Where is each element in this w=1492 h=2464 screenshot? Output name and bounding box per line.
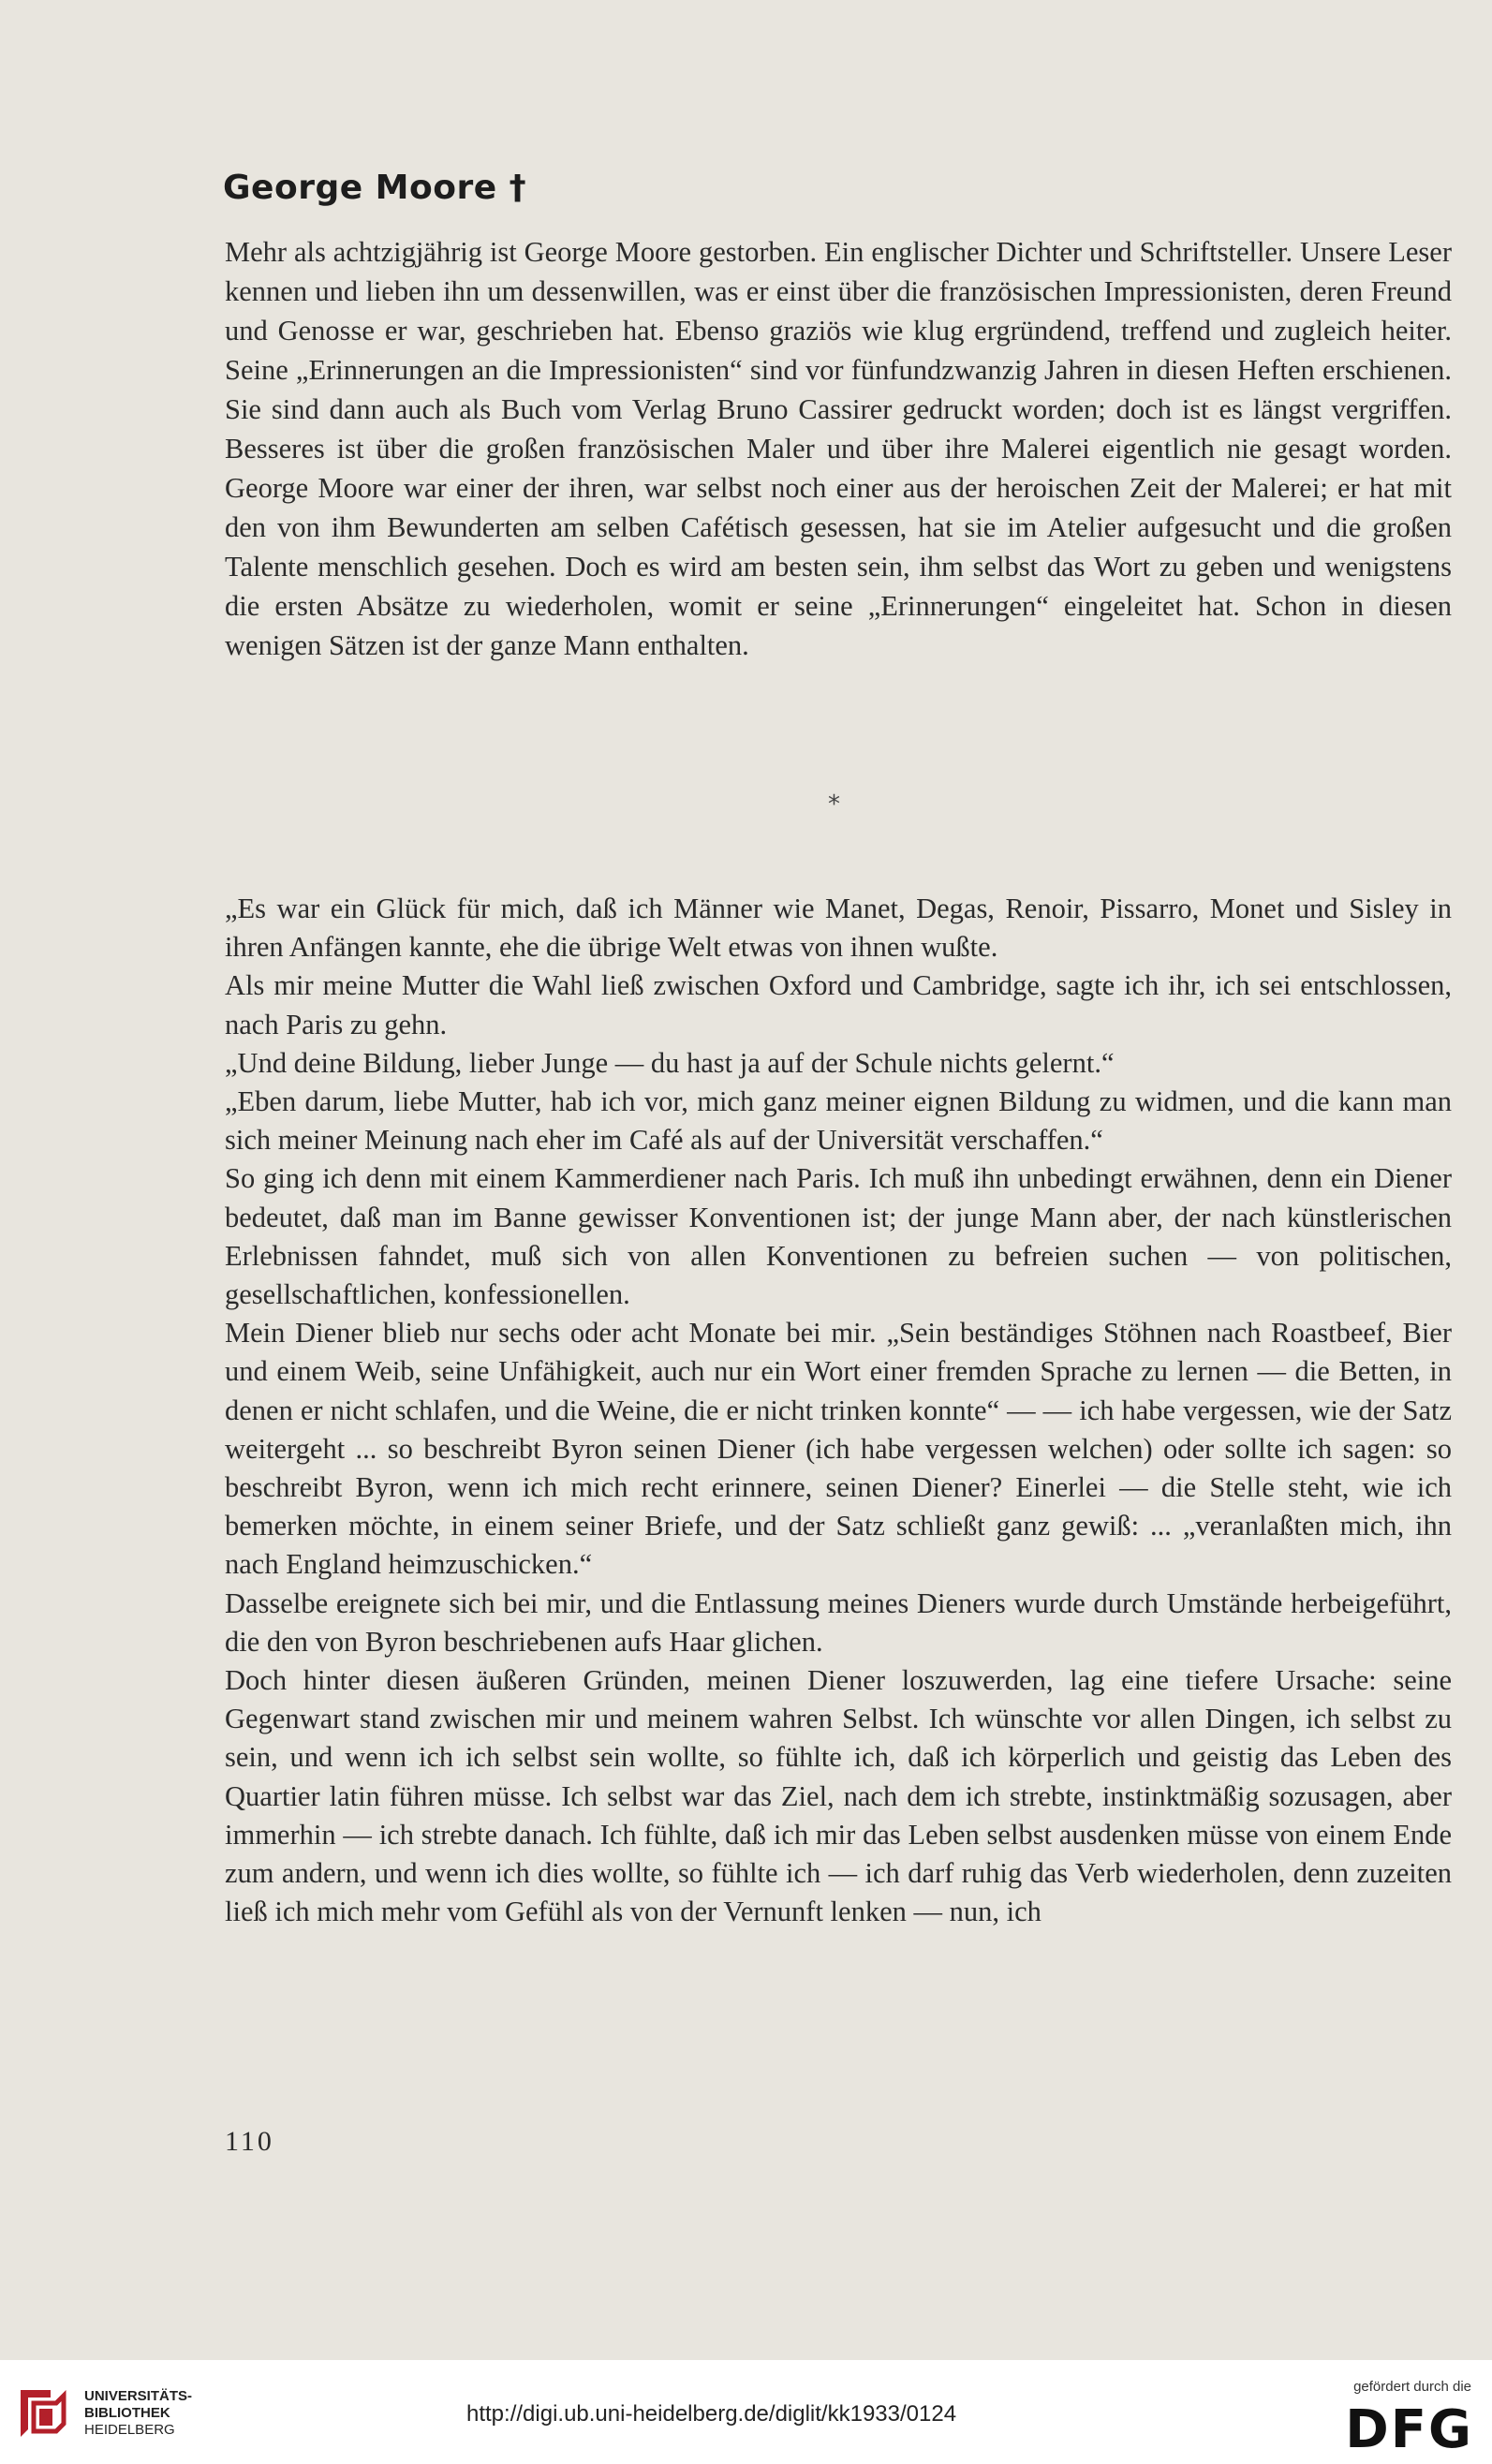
- quote-paragraph: „Es war ein Glück für mich, daß ich Männer wie Manet, Degas, Renoir, Pissarro, Monet und Sisley in ihren Anfängen kannte, ehe die übrige Welt etwas von ihnen wußte.: [225, 893, 1452, 964]
- funded-by-label: gefördert durch die: [1353, 2379, 1471, 2395]
- page-number: 110: [225, 2126, 274, 2157]
- quote-paragraph: So ging ich denn mit einem Kammerdiener nach Paris. Ich muß ihn unbedingt erwähnen, denn ein Diener bedeutet, daß man im Banne gewisser Konventionen ist; der junge Mann aber, der nach künstlerischen Erlebnissen fahndet, muß sich von allen Konventionen zu befreien suchen — von politischen, gesellschaftlichen, konfessionellen.: [225, 1162, 1452, 1311]
- quote-paragraph: „Und deine Bildung, lieber Junge — du hast ja auf der Schule nichts gelernt.“: [225, 1046, 1115, 1079]
- permalink-url[interactable]: http://digi.ub.uni-heidelberg.de/diglit/kk1933/0124: [466, 2401, 957, 2427]
- quote-paragraph: „Eben darum, liebe Mutter, hab ich vor, mich ganz meiner eignen Bildung zu widmen, und die kann man sich meiner Meinung nach eher im Café als auf der Universität verschaffen.“: [225, 1085, 1452, 1157]
- intro-paragraph: Mehr als achtzigjährig ist George Moore gestorben. Ein englischer Dichter und Schriftsteller. Unsere Leser kennen und lieben ihn um dessenwillen, was er einst über die französischen Impressionisten, deren Freund und Genosse er war, geschrieben hat. Ebenso graziös wie klug ergründend, treffend und zugleich heiter. Seine „Erinnerungen an die Impressionisten“ sind vor fünfundzwanzig Jahren in diesen Heften erschienen. Sie sind dann auch als Buch vom Verlag Bruno Cassirer gedruckt worden; doch ist es längst vergriffen. Besseres ist über die großen französischen Maler und über ihre Malerei eigentlich nie gesagt worden. George Moore war einer der ihren, war selbst noch einer aus der heroischen Zeit der Malerei; er hat mit den von ihm Bewunderten am selben Cafétisch gesessen, hat sie im Atelier aufgesucht und die großen Talente menschlich gesehen. Doch es wird am besten sein, ihm selbst das Wort zu geben und wenigstens die ersten Absätze zu wiederholen, womit er seine „Erinnerungen“ eingeleitet hat. Schon in diesen wenigen Sätzen ist der ganze Mann enthalten.: [225, 236, 1452, 661]
- quote-paragraph: Mein Diener blieb nur sechs oder acht Monate bei mir. „Sein beständiges Stöhnen nach Roastbeef, Bier und einem Weib, seine Unfähigkeit, auch nur ein Wort einer fremden Sprache zu lernen — die Betten, in denen er nicht schlafen, und die Weine, die er nicht trinken konnte“ — — ich habe vergessen, wie der Satz weitergeht ... so beschreibt Byron seinen Diener (ich habe vergessen welchen) oder sollte ich sagen: so beschreibt Byron, wenn ich mich recht erinnere, seinen Diener? Einerlei — die Stelle steht, wie ich bemerken möchte, in einem seiner Briefe, und der Satz schließt ganz gewiß: ... „veranlaßten mich, ihn nach England heimzuschicken.“: [225, 1317, 1452, 1581]
- quote-paragraph: Dasselbe ereignete sich bei mir, und die Entlassung meines Dieners wurde durch Umstände herbeigeführt, die den von Byron beschriebenen aufs Haar glichen.: [225, 1586, 1452, 1658]
- article-title: George Moore †: [223, 169, 527, 207]
- quote-paragraph: Als mir meine Mutter die Wahl ließ zwischen Oxford und Cambridge, sagte ich ihr, ich sei entschlossen, nach Paris zu gehn.: [225, 969, 1452, 1040]
- quote-paragraph: Doch hinter diesen äußeren Gründen, meinen Diener loszuwerden, lag eine tiefere Ursache: seine Gegenwart stand zwischen mir und meinem wahren Selbst. Ich wünschte vor allen Dingen, ich selbst zu sein, und wenn ich ich selbst sein wollte, so fühlte ich, daß ich körperlich und geistig das Leben des Quartier latin führen müsse. Ich selbst war das Ziel, nach dem ich strebte, instinktmäßig sozusagen, aber immerhin — ich strebte danach. Ich fühlte, daß ich mir das Leben selbst ausdenken müsse von einem Ende zum andern, und wenn ich dies wollte, so fühlte ich — ich darf ruhig das Verb wiederholen, denn zuzeiten ließ ich mich mehr vom Gefühl als von der Vernunft lenken — nun, ich: [225, 1664, 1452, 1928]
- library-logo-icon: [15, 2386, 75, 2442]
- dfg-logo: DFG: [1345, 2399, 1473, 2460]
- library-name: UNIVERSITÄTS- BIBLIOTHEK HEIDELBERG: [84, 2388, 193, 2438]
- section-separator: *: [828, 790, 840, 819]
- quoted-memoir: [225, 890, 1452, 1931]
- digitization-footer: [0, 2360, 1492, 2464]
